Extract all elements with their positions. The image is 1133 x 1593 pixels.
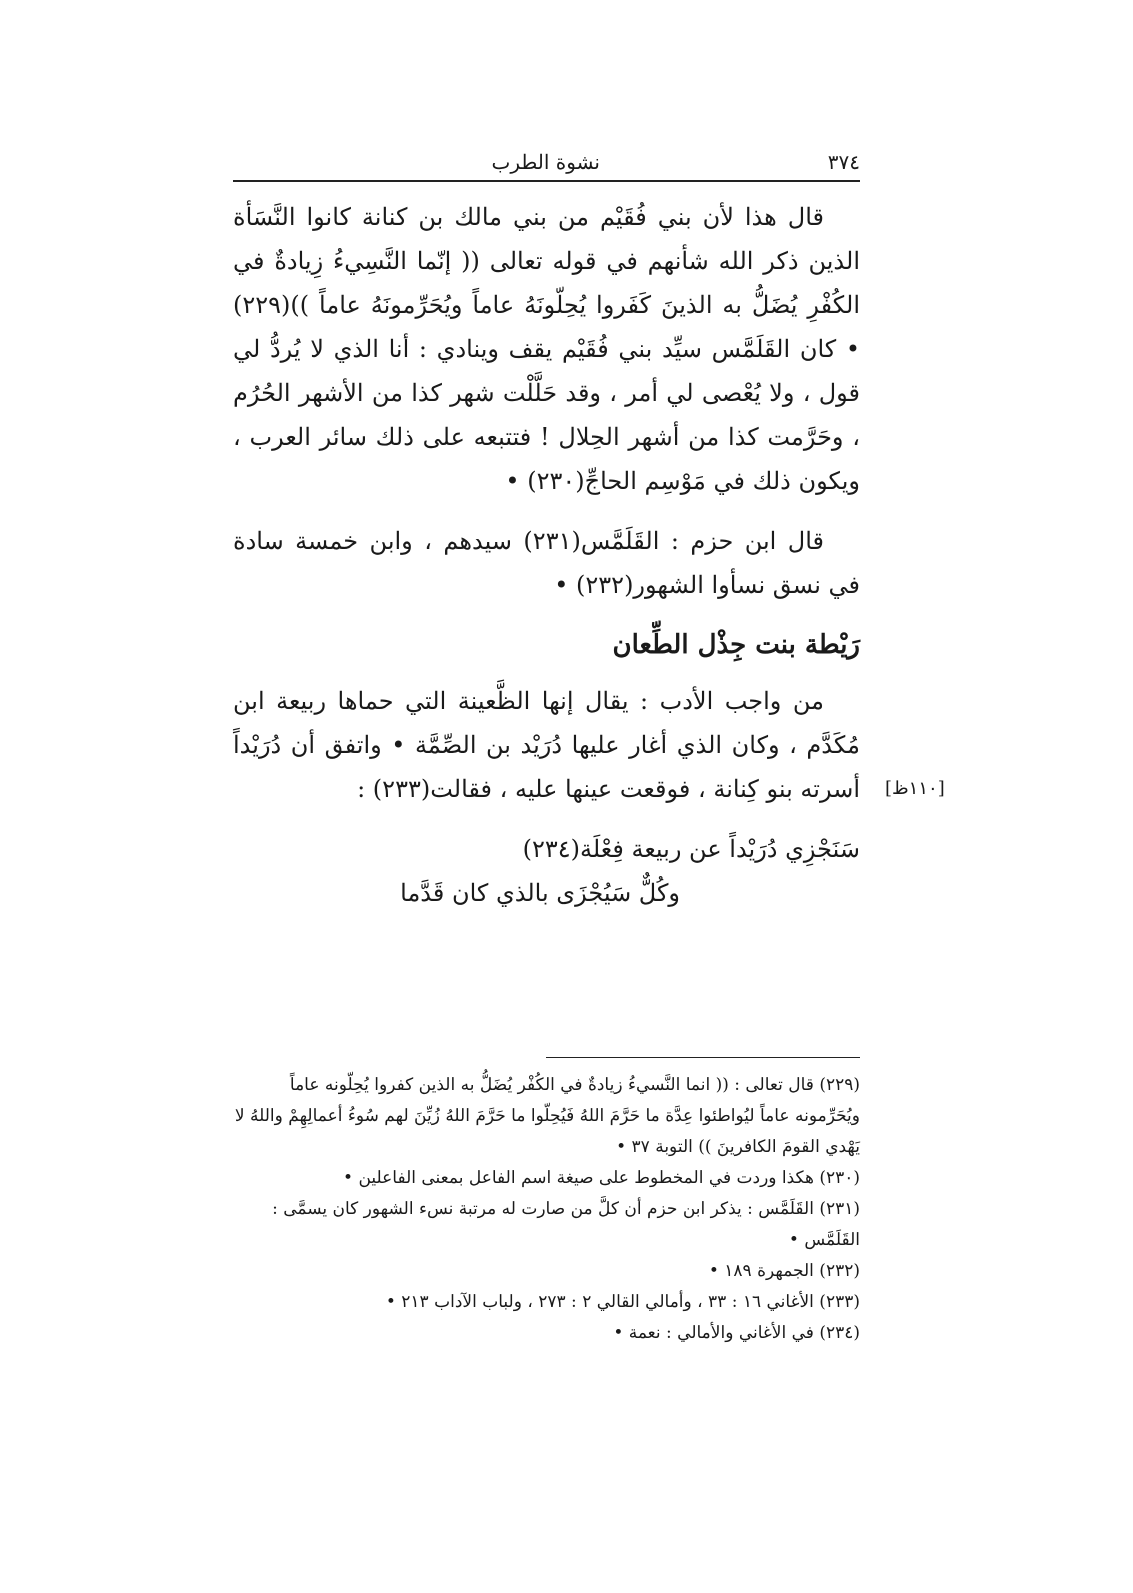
footnote-230: (٢٣٠) هكذا وردت في المخطوط على صيغة اسم الفاعل بمعنى الفاعلين • bbox=[343, 1168, 860, 1188]
verse-line-1: سَنَجْزِي دُرَيْداً عن ربيعة فِعْلَة(٢٣٤) bbox=[522, 835, 860, 863]
page-header bbox=[233, 150, 860, 182]
footnote-divider bbox=[546, 1057, 860, 1058]
footnote-232: (٢٣٢) الجمهرة ١٨٩ • bbox=[708, 1261, 860, 1281]
page-number: ٣٧٤ bbox=[827, 150, 860, 174]
footnote-234: (٢٣٤) في الأغاني والأمالي : نعمة • bbox=[613, 1323, 860, 1343]
footnotes bbox=[233, 1070, 860, 1349]
paragraph-3: من واجب الأدب : يقال إنها الظَّعينة التي حماها ربيعة ابن مُكَدَّم ، وكان الذي أغار عليها دُرَيْد بن الصِّمَّة • واتفق أن دُرَيْداً أسرته بنو كِنانة ، فوقعت عينها عليه ، فقالت(٢٣٣) : bbox=[233, 687, 860, 803]
paragraph-2: قال ابن حزم : القَلَمَّس(٢٣١) سيدهم ، وابن خمسة سادة في نسق نسأوا الشهور(٢٣٢) • bbox=[233, 527, 860, 599]
section-heading: رَيْطة بنت جِذْل الطِّعان bbox=[612, 630, 860, 660]
main-text bbox=[233, 195, 860, 915]
footnote-233: (٢٣٣) الأغاني ١٦ : ٣٣ ، وأمالي القالي ٢ : ٢٧٣ ، ولباب الآداب ٢١٣ • bbox=[385, 1292, 860, 1312]
paragraph-1: قال هذا لأن بني فُقَيْم من بني مالك بن كنانة كانوا النَّسَأة الذين ذكر الله شأنهم في قوله تعالى (( إنّما النَّسِيءُ زِيادةٌ في الكُفْرِ يُضَلُّ به الذينَ كَفَروا يُحِلّونَهُ عاماً ويُحَرِّمونَهُ عاماً ))(٢٢٩) • كان القَلَمَّس سيِّد بني فُقَيْم يقف وينادي : أنا الذي لا يُردُّ لي قول ، ولا يُعْصى لي أمر ، وقد حَلَّلْت شهر كذا من الأشهر الحُرُم ، وحَرَّمت كذا من أشهر الحِلال ! فتتبعه على ذلك سائر العرب ، ويكون ذلك في مَوْسِم الحاجِّ(٢٣٠) • bbox=[233, 203, 860, 495]
verse-line-2: وكُلٌّ سَيُجْزَى بالذي كان قَدَّما bbox=[400, 879, 680, 907]
running-title: نشوة الطرب bbox=[491, 150, 600, 174]
footnote-231: (٢٣١) القَلَمَّس : يذكر ابن حزم أن كلَّ من صارت له مرتبة نسء الشهور كان يسمَّى : القَلَمَّس • bbox=[272, 1199, 860, 1250]
footnote-229: (٢٢٩) قال تعالى : (( انما النَّسيءُ زيادةٌ في الكُفْر يُضَلُّ به الذين كفروا يُحِلّونه عاماً ويُحَرِّمونه عاماً ليُواطئوا عِدَّة ما حَرَّمَ اللهُ فَيُحِلّوا ما حَرَّمَ اللهُ زُيِّنَ لهم سُوءُ أعمالِهِمْ واللهُ لا يَهْدي القومَ الكافرينَ )) التوبة ٣٧ • bbox=[234, 1075, 860, 1157]
folio-margin-note: [١١٠ظ] bbox=[885, 778, 945, 799]
